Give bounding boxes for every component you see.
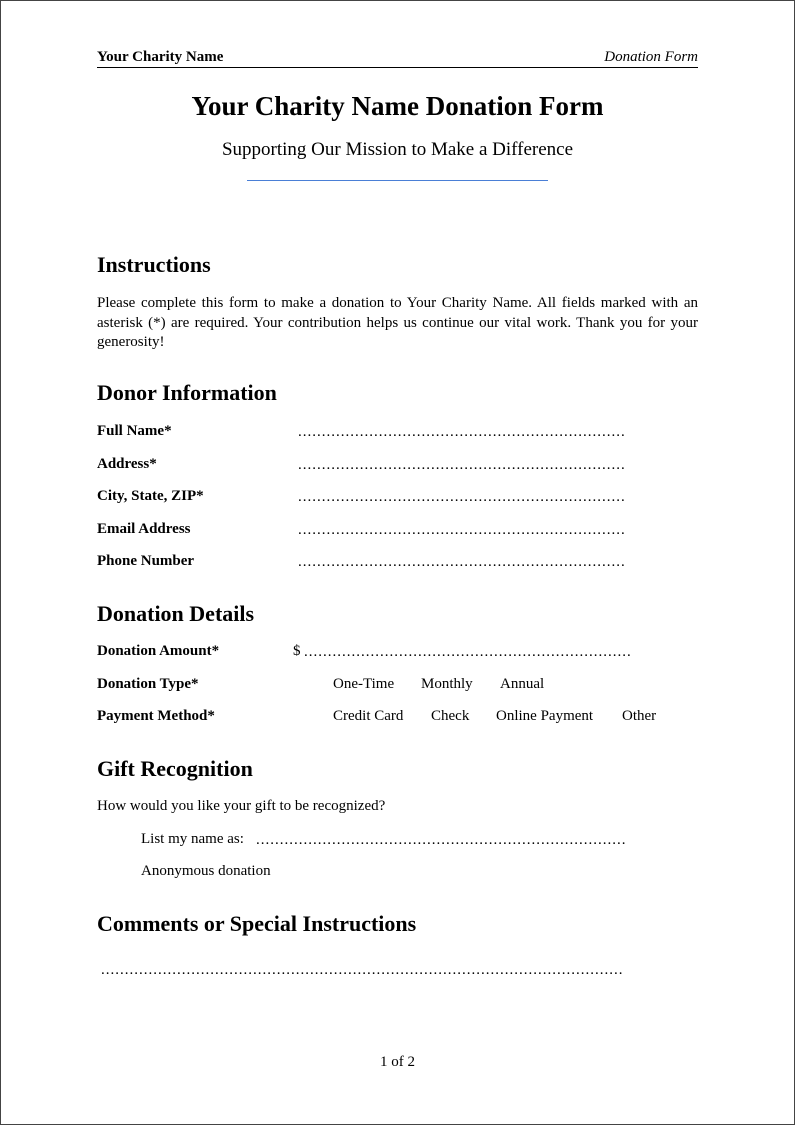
donation-type-option-one-time[interactable]: One-Time [333,676,395,692]
donation-amount-label: Donation Amount* [97,643,220,659]
donation-type-option-annual[interactable]: Annual [500,676,545,692]
donation-type-label: Donation Type* [97,676,199,692]
payment-option-other[interactable]: Other [622,708,657,724]
donor-heading: Donor Information [97,380,277,405]
instructions-text: Please complete this form to make a donation to Your Charity Name. All fields marked with an asterisk (*) are required. Your contribution helps us continue our vital work. Thank you for your generosity! [97,295,698,350]
list-name-field[interactable]: .............................................................................. [256,832,627,848]
comments-field[interactable]: .............................................................................................................. [101,962,624,978]
page-title: Your Charity Name Donation Form [191,91,604,121]
payment-method-label: Payment Method* [97,708,215,724]
email-label: Email Address [97,521,191,537]
donation-heading: Donation Details [97,601,255,626]
payment-option-credit-card[interactable]: Credit Card [333,708,404,724]
recognition-question: How would you like your gift to be recognized? [97,798,386,814]
currency-symbol: $ [293,643,301,659]
city-state-zip-field[interactable]: ..................................................................... [298,489,626,505]
list-name-label[interactable]: List my name as: [141,831,244,847]
donation-amount-field[interactable]: ..................................................................... [304,644,632,660]
anonymous-option[interactable]: Anonymous donation [141,863,271,879]
comments-heading: Comments or Special Instructions [97,911,417,936]
page-subtitle: Supporting Our Mission to Make a Difference [221,139,574,160]
email-field[interactable]: ..................................................................... [298,522,626,538]
header-rule [97,67,698,68]
donation-type-option-monthly[interactable]: Monthly [421,676,473,692]
full-name-field[interactable]: ..................................................................... [298,424,626,440]
payment-option-online[interactable]: Online Payment [496,708,594,724]
instructions-heading: Instructions [97,252,211,277]
address-field[interactable]: ..................................................................... [298,457,626,473]
payment-option-check[interactable]: Check [431,708,470,724]
title-underline [247,180,548,181]
page-number: 1 of 2 [380,1054,415,1070]
header-org-name: Your Charity Name [97,49,224,65]
phone-field[interactable]: ..................................................................... [298,554,626,570]
address-label: Address* [97,456,157,472]
full-name-label: Full Name* [97,423,172,439]
city-state-zip-label: City, State, ZIP* [97,488,204,504]
header-doc-type: Donation Form [604,49,698,65]
phone-label: Phone Number [97,553,195,569]
recognition-heading: Gift Recognition [97,756,253,781]
